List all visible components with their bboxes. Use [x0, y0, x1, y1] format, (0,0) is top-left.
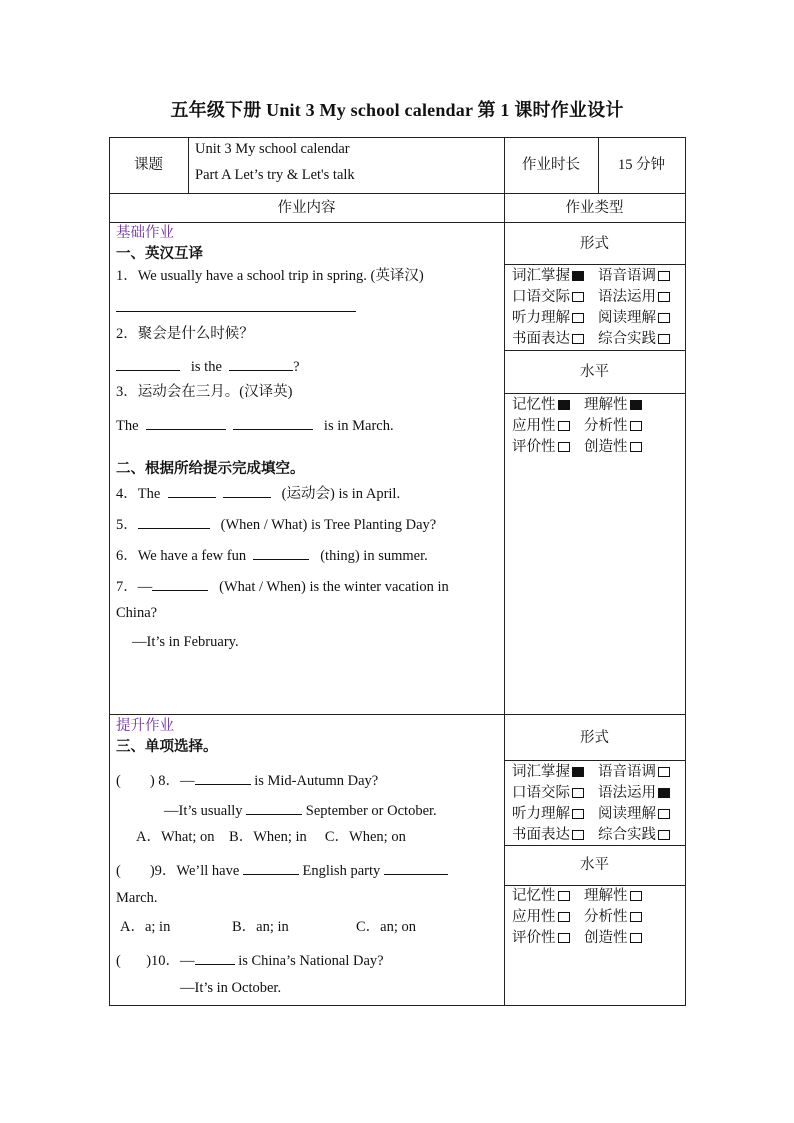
duration-label: 作业时长 [522, 157, 580, 173]
advanced-level-option [584, 931, 642, 946]
answer-line [116, 298, 356, 316]
q2-mid-text: is the [190, 359, 222, 375]
checkbox-icon[interactable] [572, 788, 584, 798]
question-9-option-b: B．an; in [232, 919, 289, 935]
advanced-level-option-label: 理解性 [584, 888, 628, 904]
table-line [504, 885, 686, 886]
question-3: 3．运动会在三月。(汉译英) [116, 384, 293, 400]
advanced-form-option-label: 综合实践 [598, 827, 656, 843]
question-9-option-c: C．an; on [356, 919, 417, 935]
basic-form-option-label: 语法运用 [598, 289, 656, 305]
advanced-form-option [512, 807, 584, 822]
advanced-level-option [584, 889, 642, 904]
advanced-heading: 提升作业 [116, 718, 174, 734]
basic-level-option-label: 评价性 [512, 439, 556, 455]
checked-box-icon[interactable] [630, 400, 642, 410]
q8-paren: ( [116, 773, 121, 789]
table-line [504, 393, 686, 394]
checkbox-icon[interactable] [558, 421, 570, 431]
basic-form-option [598, 269, 670, 284]
question-3-answer [116, 416, 394, 434]
basic-form-option-label: 听力理解 [512, 310, 570, 326]
topic-label: 课题 [134, 157, 163, 173]
checkbox-icon[interactable] [658, 313, 670, 323]
q10-start-text: )10．— [146, 953, 195, 969]
advanced-form-option-label: 语法运用 [598, 785, 656, 801]
basic-form-option [512, 290, 584, 305]
question-1: 1．We usually have a school trip in spring. (英译汉) [116, 268, 424, 284]
checkbox-icon[interactable] [658, 292, 670, 302]
advanced-form-option [512, 765, 584, 780]
advanced-form-option [598, 828, 670, 843]
advanced-form-option [598, 786, 670, 801]
table-border-right [685, 137, 686, 1006]
question-2-answer [116, 357, 300, 375]
advanced-level-option-label: 应用性 [512, 909, 556, 925]
q5-start-text: 5． [116, 517, 138, 533]
basic-form-option [512, 269, 584, 284]
table-line [504, 264, 686, 265]
basic-form-label: 形式 [580, 236, 609, 252]
type-header: 作业类型 [565, 200, 624, 216]
basic-level-label: 水平 [580, 364, 609, 380]
basic-form-option [512, 332, 584, 347]
q2-end-text: ? [293, 359, 300, 375]
topic-line-2: Part A Let’s try & Let's talk [195, 167, 355, 183]
table-line [109, 714, 686, 715]
checkbox-icon[interactable] [572, 830, 584, 840]
basic-level-option-label: 理解性 [584, 397, 628, 413]
q10-paren: ( [116, 953, 121, 969]
checkbox-icon[interactable] [558, 891, 570, 901]
question-5 [116, 515, 436, 533]
basic-level-option-label: 记忆性 [512, 397, 556, 413]
checkbox-icon[interactable] [572, 809, 584, 819]
basic-level-option [584, 440, 642, 455]
advanced-form-option-label: 阅读理解 [598, 806, 656, 822]
checkbox-icon[interactable] [558, 912, 570, 922]
advanced-level-option [512, 889, 570, 904]
table-border-top [109, 137, 686, 138]
checkbox-icon[interactable] [630, 912, 642, 922]
checkbox-icon[interactable] [658, 767, 670, 777]
question-2: 2．聚会是什么时候？ [116, 326, 254, 342]
advanced-form-option [598, 807, 670, 822]
advanced-level-option-label: 评价性 [512, 930, 556, 946]
checked-box-icon[interactable] [658, 788, 670, 798]
table-border-bottom [109, 1005, 686, 1006]
table-line [504, 350, 686, 351]
basic-form-option [598, 311, 670, 326]
question-7-continued: China? [116, 605, 158, 621]
question-7 [116, 577, 449, 595]
content-header: 作业内容 [277, 200, 336, 216]
basic-level-option [512, 440, 570, 455]
q4-start-text: 4．The [116, 486, 161, 502]
q8-reply-end: September or October. [305, 803, 437, 819]
topic-line-1: Unit 3 My school calendar [195, 141, 350, 157]
basic-level-option [512, 398, 570, 413]
advanced-form-option-label: 词汇掌握 [512, 764, 570, 780]
advanced-level-option [584, 910, 642, 925]
advanced-form-option-label: 书面表达 [512, 827, 570, 843]
basic-heading: 基础作业 [116, 225, 174, 241]
table-line [188, 137, 189, 194]
q8-end-text: is Mid-Autumn Day? [254, 773, 379, 789]
question-4 [116, 484, 400, 502]
table-line [109, 222, 686, 223]
q8-start-text: ) 8．— [149, 773, 195, 789]
basic-level-option [512, 419, 570, 434]
q10-end-text: is China’s National Day? [238, 953, 384, 969]
basic-level-option [584, 419, 642, 434]
checkbox-icon[interactable] [572, 313, 584, 323]
q3-start-text: The [116, 418, 139, 434]
question-7-reply: —It’s in February. [132, 634, 239, 650]
basic-level-option-label: 创造性 [584, 439, 628, 455]
checkbox-icon[interactable] [558, 933, 570, 943]
question-9 [116, 861, 448, 879]
q9-start-text: )9．We’ll have [149, 863, 240, 879]
basic-form-option [598, 290, 670, 305]
document-title: 五年级下册 Unit 3 My school calendar 第 1 课时作业设计 [170, 100, 624, 120]
part3-title: 三、单项选择。 [116, 739, 218, 755]
checkbox-icon[interactable] [558, 442, 570, 452]
question-9-option-a: A．a; in [120, 919, 171, 935]
checkbox-icon[interactable] [658, 334, 670, 344]
question-10 [116, 951, 384, 969]
table-line [109, 193, 686, 194]
checked-box-icon[interactable] [558, 400, 570, 410]
checkbox-icon[interactable] [630, 933, 642, 943]
advanced-form-option-label: 语音语调 [598, 764, 656, 780]
advanced-form-option [512, 828, 584, 843]
q5-end-text: (When / What) is Tree Planting Day? [220, 517, 437, 533]
basic-level-option-label: 应用性 [512, 418, 556, 434]
advanced-level-option-label: 记忆性 [512, 888, 556, 904]
question-8-reply [164, 801, 437, 819]
table-line [504, 137, 505, 1006]
q6-start-text: 6．We have a few fun [116, 548, 247, 564]
question-6 [116, 546, 428, 564]
advanced-level-option-label: 创造性 [584, 930, 628, 946]
checkbox-icon[interactable] [572, 292, 584, 302]
advanced-level-option [512, 931, 570, 946]
duration-value: 15 分钟 [617, 157, 666, 173]
question-8 [116, 771, 378, 789]
q7-end-text: (What / When) is the winter vacation in [219, 579, 449, 595]
checkbox-icon[interactable] [658, 809, 670, 819]
part1-title: 一、英汉互译 [116, 246, 203, 262]
checkbox-icon[interactable] [630, 891, 642, 901]
table-line [504, 845, 686, 846]
basic-form-option-label: 阅读理解 [598, 310, 656, 326]
checkbox-icon[interactable] [630, 421, 642, 431]
q9-paren: ( [116, 863, 121, 879]
advanced-form-label: 形式 [580, 730, 609, 746]
checkbox-icon[interactable] [658, 271, 670, 281]
question-9-continued: March. [116, 890, 158, 906]
basic-form-option-label: 语音语调 [598, 268, 656, 284]
advanced-level-option-label: 分析性 [584, 909, 628, 925]
advanced-form-option [512, 786, 584, 801]
advanced-level-label: 水平 [580, 857, 609, 873]
q7-start-text: 7．— [116, 579, 153, 595]
basic-level-option [584, 398, 642, 413]
checked-box-icon[interactable] [572, 767, 584, 777]
q6-end-text: (thing) in summer. [320, 548, 428, 564]
basic-form-option-label: 词汇掌握 [512, 268, 570, 284]
checkbox-icon[interactable] [658, 830, 670, 840]
checkbox-icon[interactable] [572, 334, 584, 344]
table-border-left [109, 137, 110, 1006]
advanced-form-option [598, 765, 670, 780]
basic-level-option-label: 分析性 [584, 418, 628, 434]
basic-form-option [512, 311, 584, 326]
checked-box-icon[interactable] [572, 271, 584, 281]
q3-end-text: is in March. [323, 418, 394, 434]
q9-mid-text: English party [302, 863, 381, 879]
basic-form-option [598, 332, 670, 347]
q4-end-text: (运动会) is in April. [281, 486, 401, 502]
question-10-reply: —It’s in October. [180, 980, 282, 996]
question-8-options: A．What; on B．When; in C．When; on [136, 829, 406, 845]
checkbox-icon[interactable] [630, 442, 642, 452]
basic-form-option-label: 口语交际 [512, 289, 570, 305]
advanced-form-option-label: 听力理解 [512, 806, 570, 822]
advanced-level-option [512, 910, 570, 925]
basic-form-option-label: 书面表达 [512, 331, 570, 347]
part2-title: 二、根据所给提示完成填空。 [116, 461, 305, 477]
advanced-form-option-label: 口语交际 [512, 785, 570, 801]
basic-form-option-label: 综合实践 [598, 331, 656, 347]
q8-reply-start: —It’s usually [164, 803, 243, 819]
table-line [504, 760, 686, 761]
